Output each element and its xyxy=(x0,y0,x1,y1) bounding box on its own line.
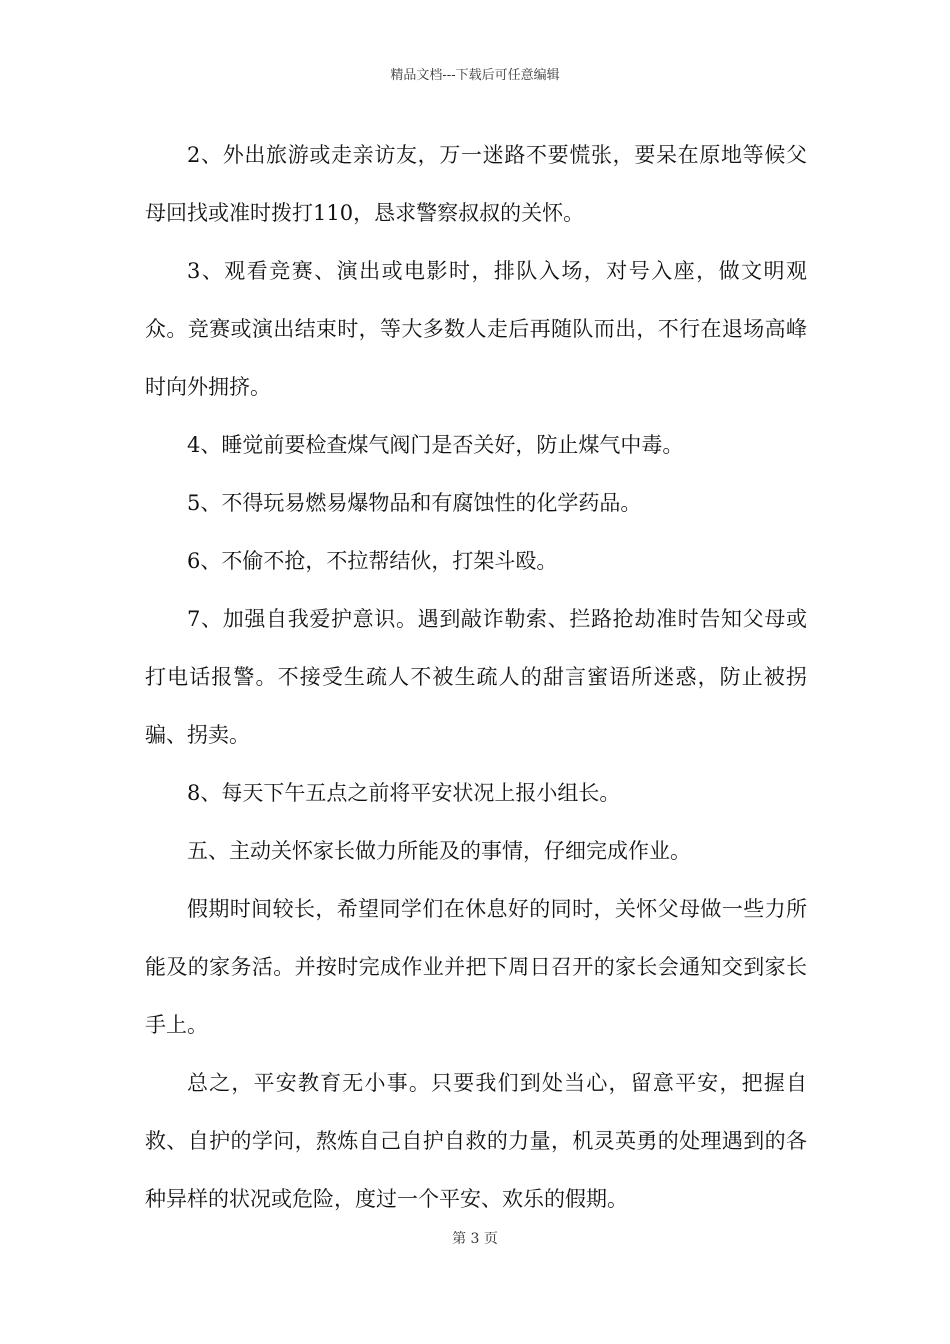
paragraph-item-6: 6、不偷不抢，不拉帮结伙，打架斗殴。 xyxy=(187,549,558,573)
paragraph-item-8: 8、每天下午五点之前将平安状况上报小组长。 xyxy=(187,781,621,805)
paragraph-item-5: 5、不得玩易燃易爆物品和有腐蚀性的化学药品。 xyxy=(187,491,642,515)
paragraph-item-2: 2、外出旅游或走亲访友，万一迷路不要慌张，要呆在原地等候父母回找或准时拨打110，恳求警察叔叔的关怀。 xyxy=(145,143,807,225)
page-header: 精品文档---下载后可任意编辑 xyxy=(390,68,560,83)
paragraph-item-4: 4、睡觉前要检查煤气阀门是否关好，防止煤气中毒。 xyxy=(187,433,684,457)
paragraph-holiday: 假期时间较长，希望同学们在休息好的同时，关怀父母做一些力所能及的家务活。并按时完成作业并把下周日召开的家长会通知交到家长手上。 xyxy=(145,897,807,1037)
paragraph-conclusion: 总之，平安教育无小事。只要我们到处当心，留意平安，把握自救、自护的学问，熬炼自己自护自救的力量，机灵英勇的处理遇到的各种异样的状况或危险，度过一个平安、欢乐的假期。 xyxy=(145,1071,807,1211)
paragraph-item-3: 3、观看竞赛、演出或电影时，排队入场，对号入座，做文明观众。竞赛或演出结束时，等大多数人走后再随队而出，不行在退场高峰时向外拥挤。 xyxy=(145,259,807,399)
paragraph-item-7: 7、加强自我爱护意识。遇到敲诈勒索、拦路抢劫准时告知父母或打电话报警。不接受生疏人不被生疏人的甜言蜜语所迷惑，防止被拐骗、拐卖。 xyxy=(145,607,807,747)
section-heading-five: 五、主动关怀家长做力所能及的事情，仔细完成作业。 xyxy=(187,839,691,863)
document-body xyxy=(145,126,807,1228)
page-number: 第 3 页 xyxy=(452,1231,498,1247)
